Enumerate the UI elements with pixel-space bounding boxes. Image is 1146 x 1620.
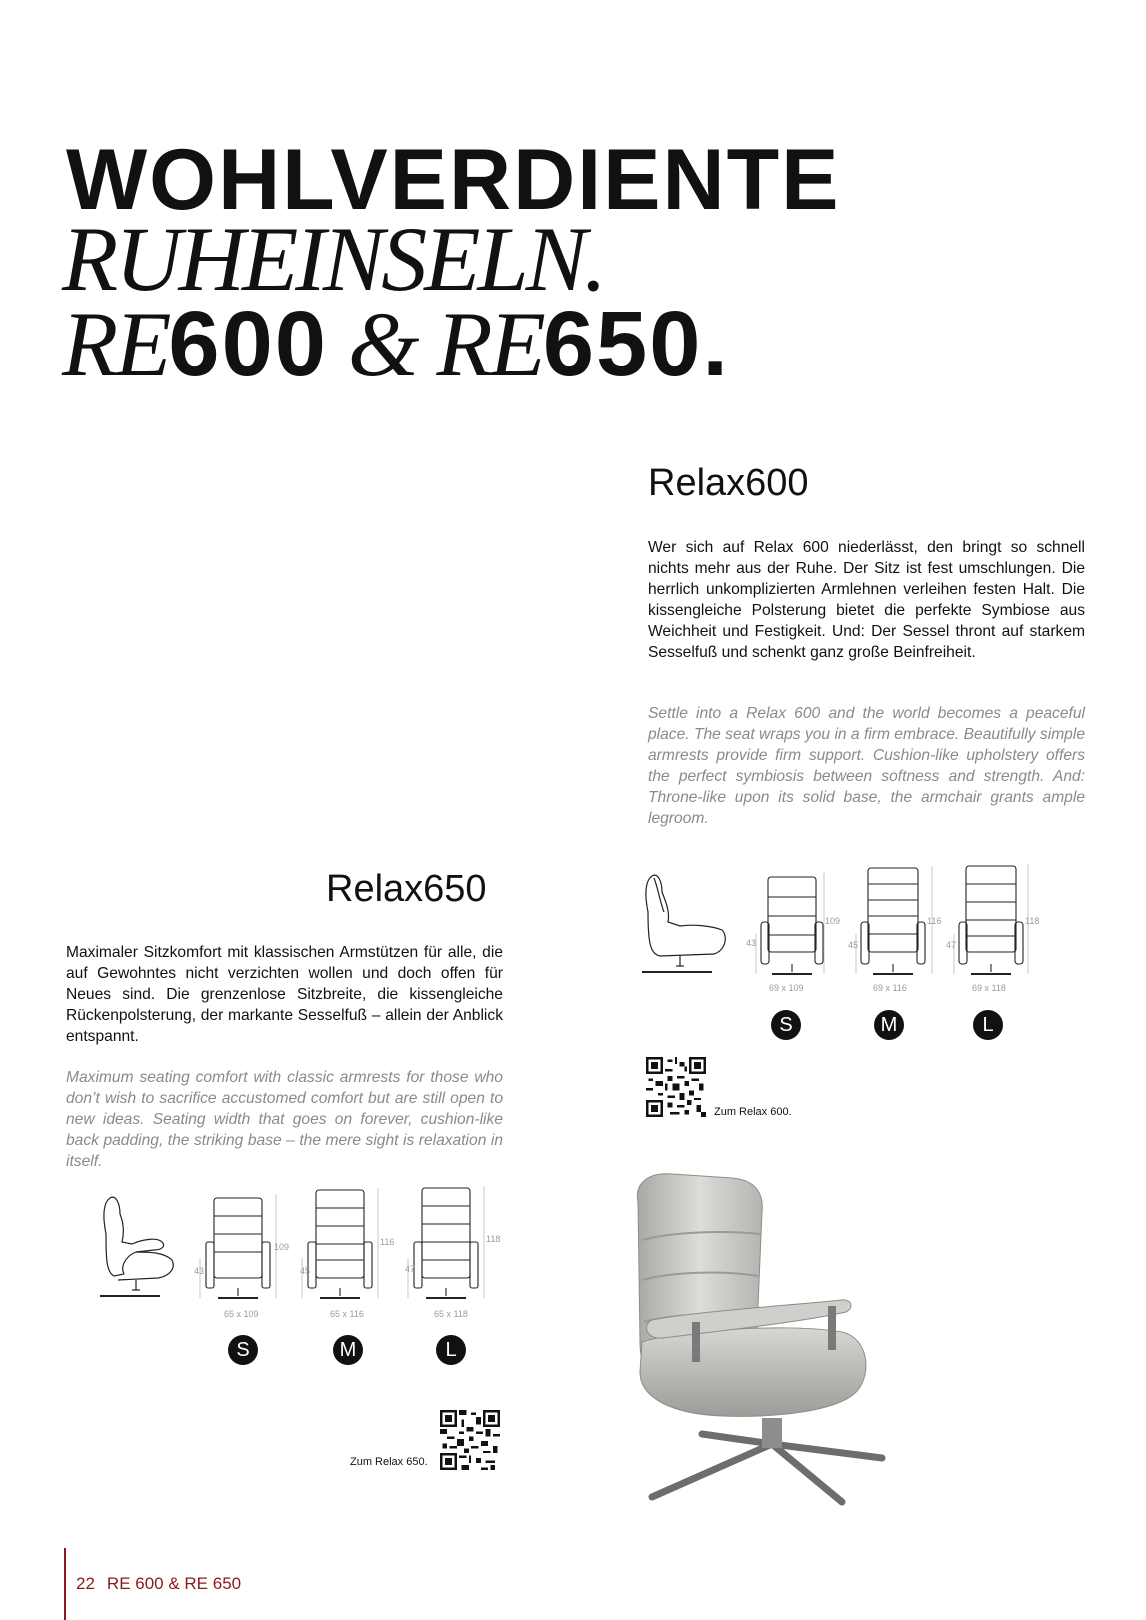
relax600-title: Relax600 (648, 462, 809, 504)
relax600-seat-l: 47 (946, 940, 957, 950)
relax600-front-view-s (756, 872, 824, 974)
relax650-qr-caption[interactable]: Zum Relax 650. (350, 1456, 428, 1468)
footer (76, 1574, 253, 1594)
headline-prefix-b: RE (436, 293, 543, 395)
relax650-technical-drawings (96, 1186, 506, 1306)
relax650-height-l: 118 (486, 1234, 501, 1244)
relax600-qr-caption[interactable]: Zum Relax 600. (714, 1106, 792, 1118)
relax650-size-badge-m: M (333, 1335, 363, 1365)
relax650-text-de: Maximaler Sitzkomfort mit klassischen Armstützen für alle, die auf Gewohntes nicht verzichten wollen und doch offen für Neues sind. Die grenzenlose Sitzbreite, die kissengleiche Rückenpolsterung, der markante Sesselfuß – allein der Anblick entspannt. (66, 944, 503, 1045)
relax600-front-view-m (856, 866, 932, 974)
relax650-front-view-s (200, 1194, 276, 1298)
chair-armrest-support (828, 1306, 836, 1350)
relax650-height-s: 109 (274, 1242, 290, 1252)
headline-line-3 (62, 293, 730, 395)
chair-column (762, 1418, 782, 1448)
relax600-seat-s: 43 (746, 938, 757, 948)
relax600-technical-drawings (640, 862, 1050, 982)
relax600-text-de: Wer sich auf Relax 600 niederlässt, den bringt so schnell nichts mehr aus der Ruhe. Der Sitz ist fest umschlungen. Die herrlich unkomplizierten Armlehnen verleihen festen Halt. Die kissengleiche Polsterung bietet die perfekte Symbiose aus Weichheit und Festigkeit. Und: Der Sessel thront auf starkem Sesselfuß und schenkt ganz große Beinfreiheit. (648, 539, 1085, 661)
headline-prefix-a: RE (62, 293, 169, 395)
relax600-height-m: 116 (927, 916, 942, 926)
headline-number-b: 650. (542, 293, 730, 395)
relax600-side-view (642, 875, 725, 972)
relax600-dims-l: 69 x 118 (972, 983, 1006, 993)
relax650-dims-m: 65 x 116 (330, 1309, 364, 1319)
footer-section-title: RE 600 & RE 650 (106, 1574, 242, 1593)
relax650-height-m: 116 (380, 1237, 395, 1247)
relax650-size-badge-l: L (436, 1335, 466, 1365)
headline-line-1: WOHLVERDIENTE (66, 132, 841, 228)
relax650-dims-s: 65 x 109 (224, 1309, 259, 1319)
page-number: 22 (76, 1574, 95, 1593)
relax600-seat-m: 45 (848, 940, 859, 950)
relax600-height-s: 109 (825, 916, 841, 926)
headline-number-a: 600 (168, 293, 328, 395)
relax600-size-badge-l: L (973, 1010, 1003, 1040)
relax650-title: Relax650 (326, 868, 487, 910)
relax650-seat-l: 47 (405, 1264, 416, 1274)
headline-line-2: RUHEINSELN. (62, 208, 604, 310)
relax650-seat-s: 43 (194, 1266, 205, 1276)
relax650-qr-code-icon[interactable] (440, 1410, 500, 1470)
relax600-size-badge-s: S (771, 1010, 801, 1040)
relax600-height-l: 118 (1025, 916, 1040, 926)
relax600-qr-code-icon[interactable] (646, 1057, 706, 1117)
relax600-dims-m: 69 x 116 (873, 983, 907, 993)
relax600-text-en: Settle into a Relax 600 and the world becomes a peaceful place. The seat wraps you in a firm embrace. Beautifully simple armrests provide firm support. Cushion-like upholstery offers the perfect symbiosis between softness and strength. And: Throne-like upon its solid base, the armchair grants ample legroom. (648, 705, 1085, 827)
relax600-dims-s: 69 x 109 (769, 983, 804, 993)
relax650-side-view (100, 1197, 173, 1296)
relax-armchair-photo (632, 1172, 902, 1522)
relax650-dims-l: 65 x 118 (434, 1309, 468, 1319)
relax650-front-view-l (408, 1186, 484, 1298)
relax600-front-view-l (954, 864, 1028, 974)
relax600-size-badge-m: M (874, 1010, 904, 1040)
headline-ampersand: & (327, 293, 437, 395)
relax650-text-en: Maximum seating comfort with classic armrests for those who don’t wish to sacrifice accustomed comfort but are still open to new ideas. Seating width that goes on forever, cushion-like back padding, the striking base – the mere sight is relaxation in itself. (66, 1069, 503, 1170)
footer-accent-line (64, 1548, 66, 1620)
relax650-seat-m: 45 (300, 1266, 311, 1276)
relax650-size-badge-s: S (228, 1335, 258, 1365)
relax650-front-view-m (302, 1188, 378, 1298)
